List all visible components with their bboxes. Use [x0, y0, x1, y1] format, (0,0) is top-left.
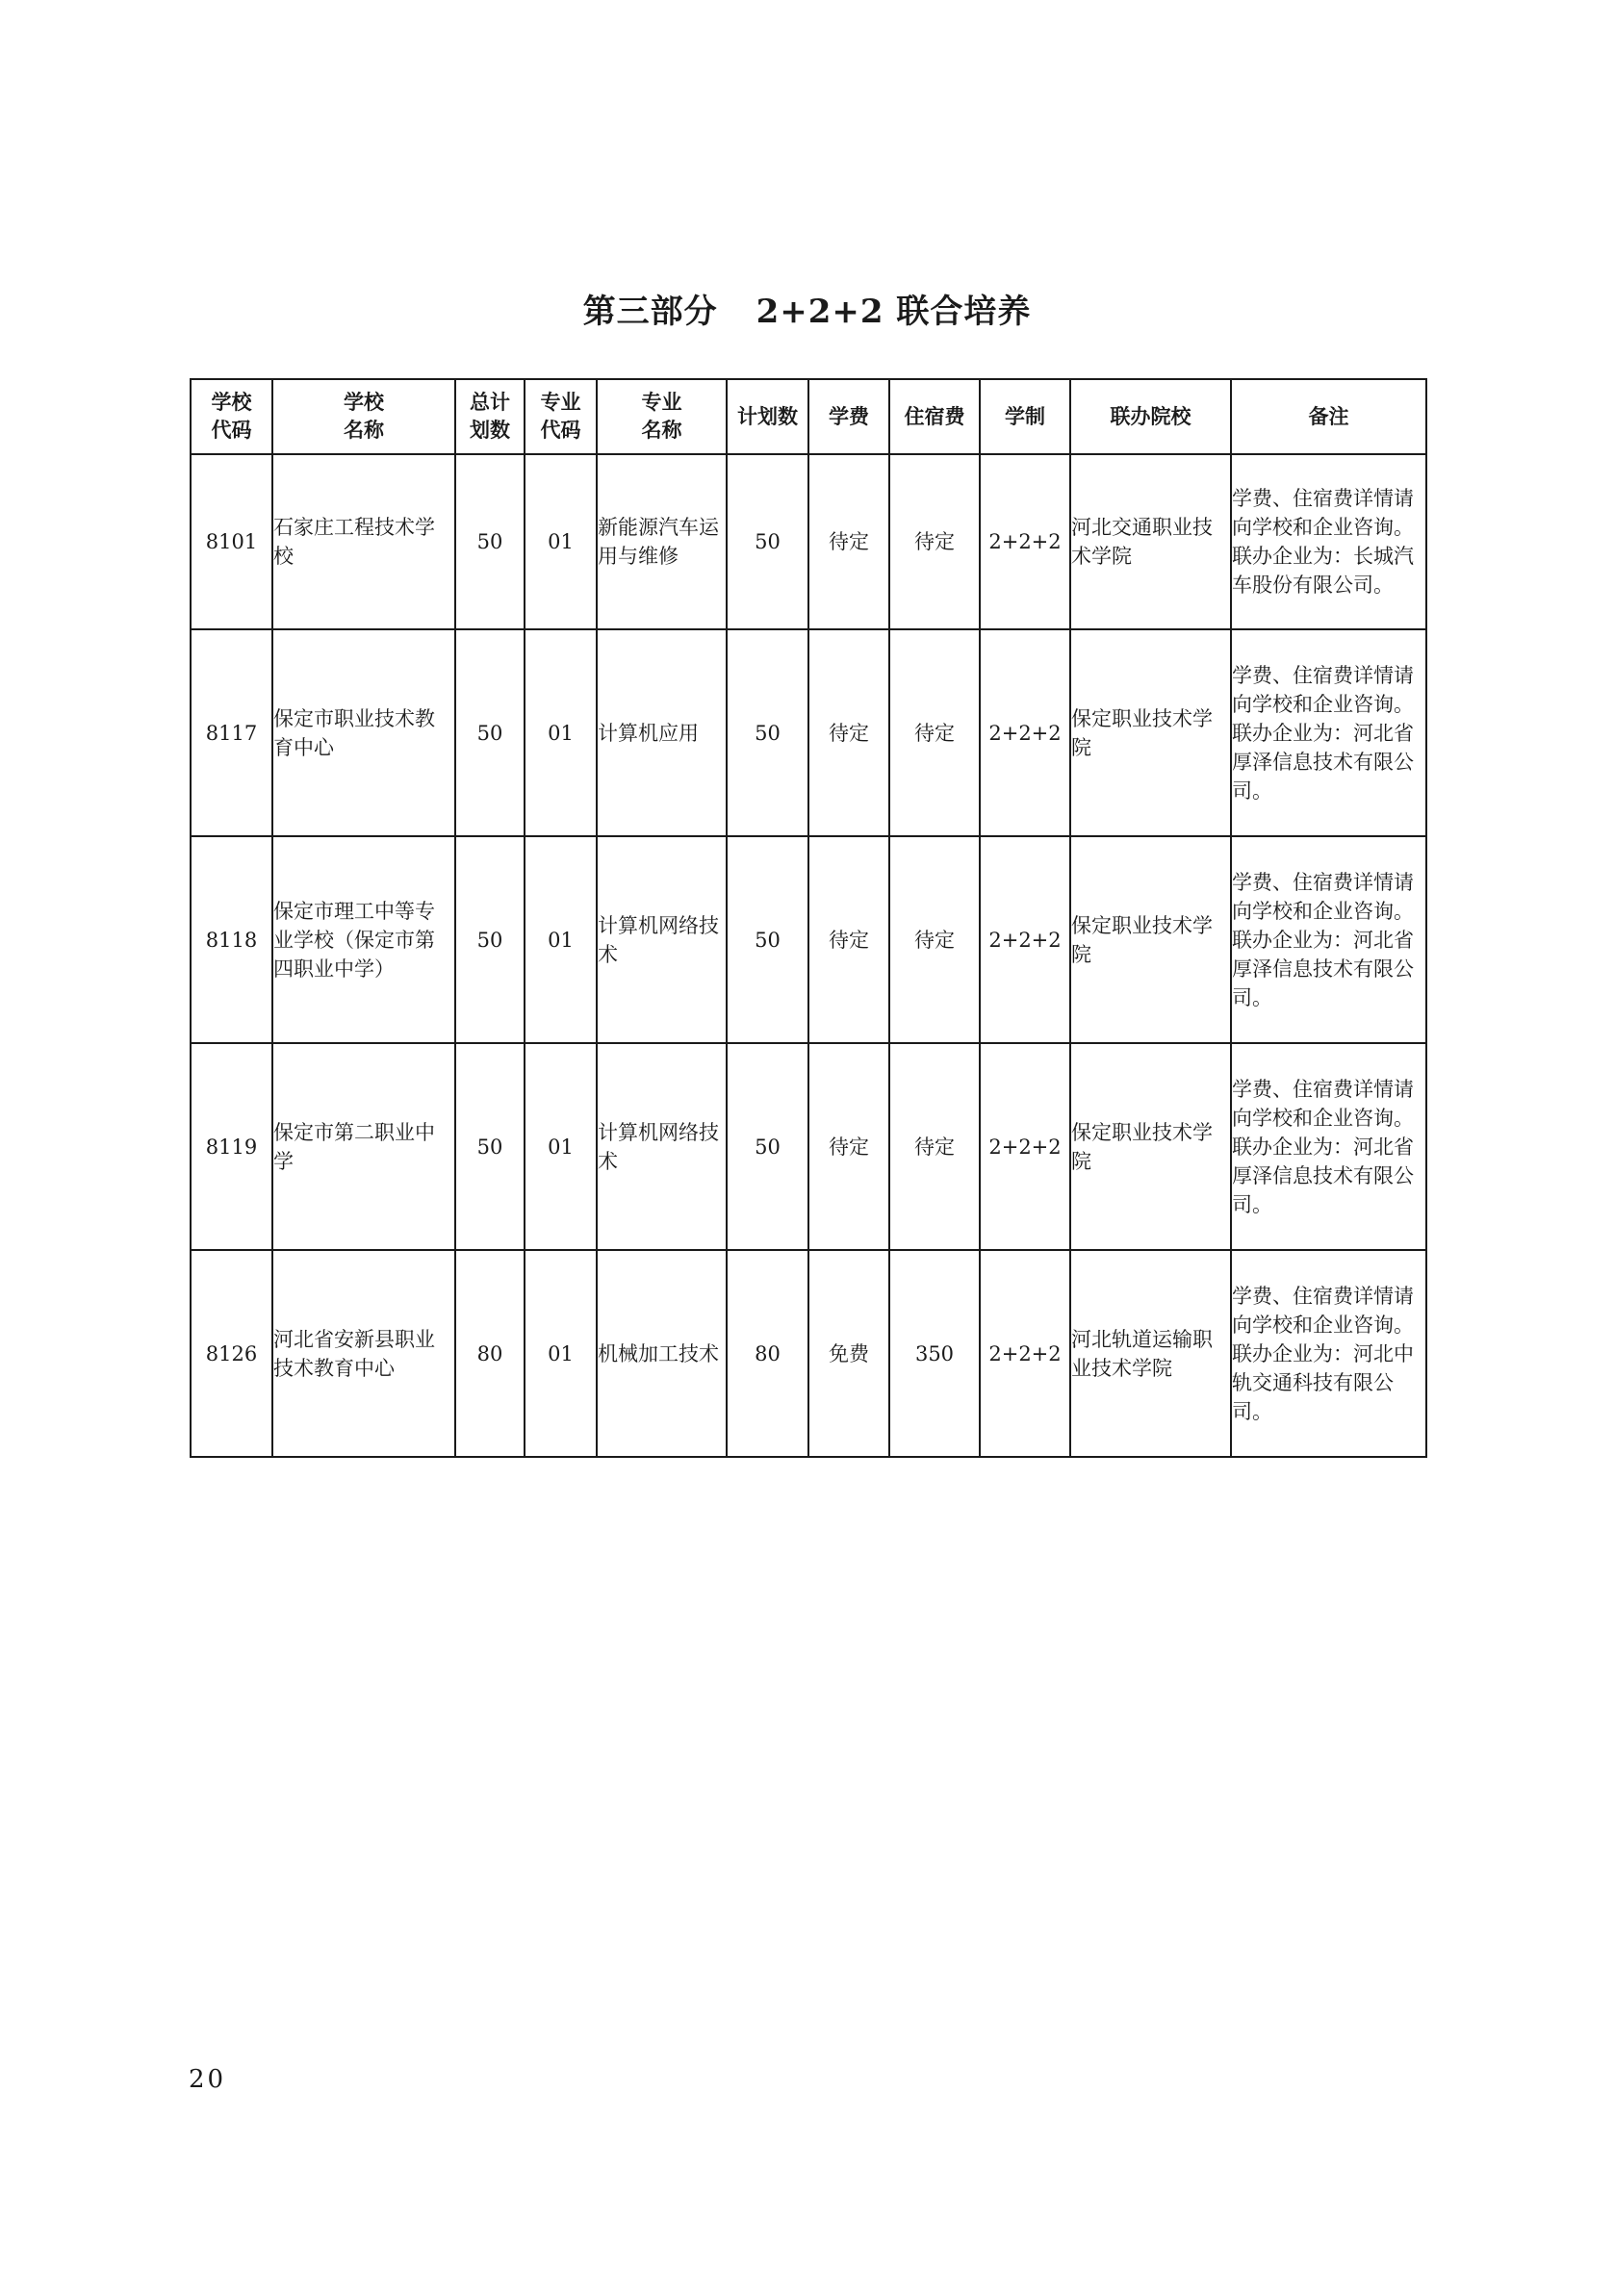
table-row [191, 1043, 1426, 1250]
cell-total-plan: 80 [455, 1250, 525, 1457]
table-row [191, 1250, 1426, 1457]
header-school-code: 学校 代码 [191, 379, 272, 454]
header-major-code: 专业 代码 [525, 379, 597, 454]
cell-plan: 50 [727, 454, 808, 629]
cell-major-code: 01 [525, 1250, 597, 1457]
cell-tuition: 待定 [808, 454, 889, 629]
header-total-plan: 总计 划数 [455, 379, 525, 454]
title-text: 2+2+2 联合培养 [756, 293, 1032, 331]
enrollment-plan-table [190, 378, 1427, 1458]
cell-partner: 保定职业技术学院 [1070, 836, 1231, 1043]
cell-major-code: 01 [525, 836, 597, 1043]
cell-remark: 学费、住宿费详情请向学校和企业咨询。联办企业为：河北省厚泽信息技术有限公司。 [1231, 629, 1426, 836]
cell-accommodation: 待定 [889, 454, 980, 629]
cell-tuition: 待定 [808, 1043, 889, 1250]
cell-duration: 2+2+2 [980, 1043, 1070, 1250]
cell-accommodation: 待定 [889, 836, 980, 1043]
table-row [191, 836, 1426, 1043]
header-school-name: 学校 名称 [272, 379, 455, 454]
cell-major-code: 01 [525, 454, 597, 629]
header-tuition: 学费 [808, 379, 889, 454]
cell-tuition: 待定 [808, 836, 889, 1043]
header-accommodation: 住宿费 [889, 379, 980, 454]
cell-plan: 80 [727, 1250, 808, 1457]
cell-major-code: 01 [525, 629, 597, 836]
header-plan: 计划数 [727, 379, 808, 454]
header-partner: 联办院校 [1070, 379, 1231, 454]
cell-tuition: 免费 [808, 1250, 889, 1457]
cell-partner: 河北轨道运输职业技术学院 [1070, 1250, 1231, 1457]
cell-major-name: 机械加工技术 [597, 1250, 727, 1457]
cell-school-name: 保定市职业技术教育中心 [272, 629, 455, 836]
cell-duration: 2+2+2 [980, 836, 1070, 1043]
cell-school-name: 保定市理工中等专业学校（保定市第四职业中学） [272, 836, 455, 1043]
table-row [191, 629, 1426, 836]
cell-plan: 50 [727, 836, 808, 1043]
cell-school-code: 8117 [191, 629, 272, 836]
cell-school-code: 8118 [191, 836, 272, 1043]
header-duration: 学制 [980, 379, 1070, 454]
cell-partner: 河北交通职业技术学院 [1070, 454, 1231, 629]
cell-tuition: 待定 [808, 629, 889, 836]
cell-total-plan: 50 [455, 629, 525, 836]
table-row [191, 454, 1426, 629]
cell-remark: 学费、住宿费详情请向学校和企业咨询。联办企业为：河北省厚泽信息技术有限公司。 [1231, 1043, 1426, 1250]
cell-accommodation: 待定 [889, 629, 980, 836]
cell-school-name: 保定市第二职业中学 [272, 1043, 455, 1250]
page-number: 20 [189, 2065, 227, 2094]
cell-school-code: 8119 [191, 1043, 272, 1250]
header-remark: 备注 [1231, 379, 1426, 454]
cell-duration: 2+2+2 [980, 1250, 1070, 1457]
cell-partner: 保定职业技术学院 [1070, 629, 1231, 836]
cell-major-name: 计算机网络技术 [597, 1043, 727, 1250]
cell-school-code: 8126 [191, 1250, 272, 1457]
cell-total-plan: 50 [455, 1043, 525, 1250]
title-part: 第三部分 [582, 293, 718, 331]
cell-major-code: 01 [525, 1043, 597, 1250]
header-major-name: 专业 名称 [597, 379, 727, 454]
cell-total-plan: 50 [455, 836, 525, 1043]
cell-plan: 50 [727, 629, 808, 836]
table-header-row [191, 379, 1426, 454]
cell-total-plan: 50 [455, 454, 525, 629]
cell-duration: 2+2+2 [980, 454, 1070, 629]
cell-accommodation: 350 [889, 1250, 980, 1457]
cell-plan: 50 [727, 1043, 808, 1250]
cell-remark: 学费、住宿费详情请向学校和企业咨询。联办企业为：河北中轨交通科技有限公司。 [1231, 1250, 1426, 1457]
page-title [0, 285, 1614, 332]
cell-partner: 保定职业技术学院 [1070, 1043, 1231, 1250]
cell-major-name: 计算机应用 [597, 629, 727, 836]
cell-remark: 学费、住宿费详情请向学校和企业咨询。联办企业为：河北省厚泽信息技术有限公司。 [1231, 836, 1426, 1043]
cell-major-name: 计算机网络技术 [597, 836, 727, 1043]
cell-remark: 学费、住宿费详情请向学校和企业咨询。联办企业为：长城汽车股份有限公司。 [1231, 454, 1426, 629]
cell-accommodation: 待定 [889, 1043, 980, 1250]
cell-duration: 2+2+2 [980, 629, 1070, 836]
cell-major-name: 新能源汽车运用与维修 [597, 454, 727, 629]
cell-school-code: 8101 [191, 454, 272, 629]
cell-school-name: 石家庄工程技术学校 [272, 454, 455, 629]
cell-school-name: 河北省安新县职业技术教育中心 [272, 1250, 455, 1457]
